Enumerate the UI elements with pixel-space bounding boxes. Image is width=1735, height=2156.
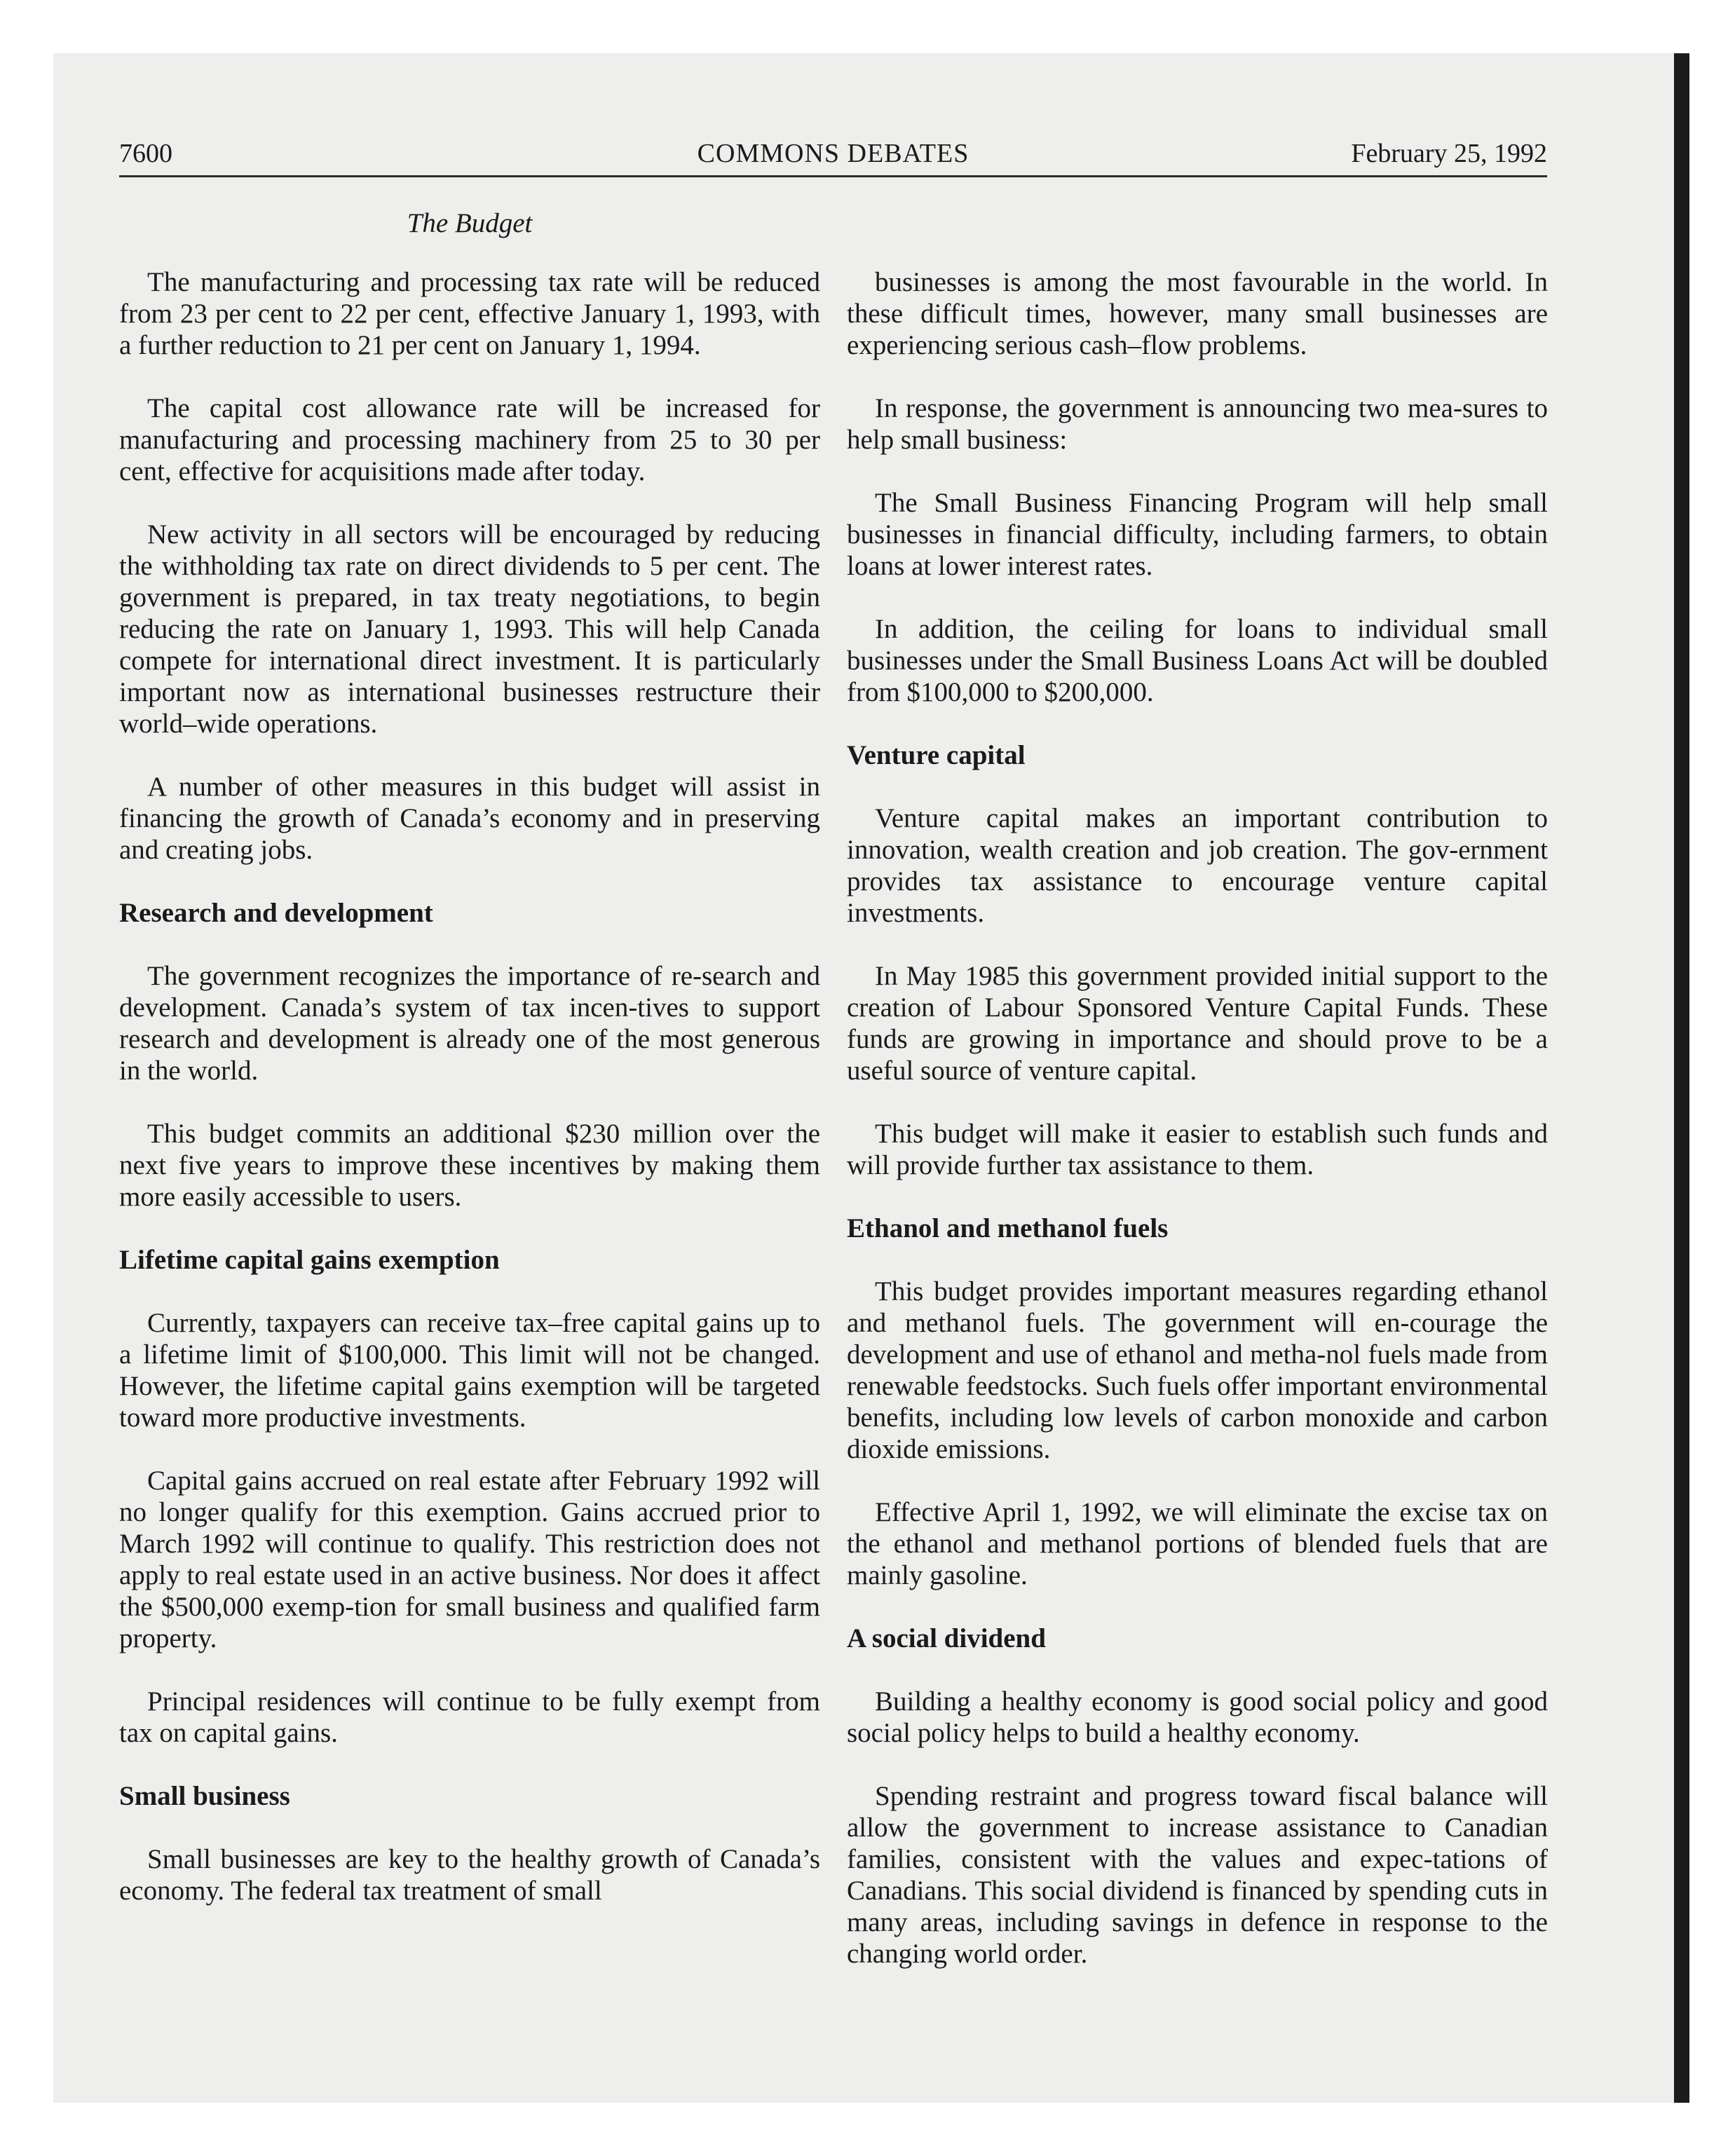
right-column (847, 266, 1548, 2001)
section-heading: A social dividend (847, 1623, 1046, 1653)
paragraph: This budget will make it easier to establish such funds and will provide further tax assistance to them. (847, 1119, 1548, 1180)
header-rule (119, 175, 1547, 177)
paragraph: This budget provides important measures regarding ethanol and methanol fuels. The government will en-courage the development and use of ethanol and metha-nol fuels made from renewable feedstocks. Such fuels offer important environmental benefits, including low levels of carbon monoxide and carbon dioxide emissions. (847, 1276, 1548, 1464)
paragraph: Small businesses are key to the healthy growth of Canada’s economy. The federal tax treatment of small (119, 1844, 820, 1906)
section-heading: Ethanol and methanol fuels (847, 1213, 1169, 1243)
paragraph: The manufacturing and processing tax rate will be reduced from 23 per cent to 22 per cent, effective January 1, 1993, with a further reduction to 21 per cent on January 1, 1994. (119, 267, 820, 360)
paragraph: In response, the government is announcing two mea-sures to help small business: (847, 393, 1548, 455)
paragraph: Venture capital makes an important contribution to innovation, wealth creation and job creation. The gov-ernment provides tax assistance to encourage venture capital investments. (847, 803, 1548, 928)
paragraph: businesses is among the most favourable in the world. In these difficult times, however, many small businesses are experiencing serious cash–flow problems. (847, 267, 1548, 360)
paragraph: Principal residences will continue to be fully exempt from tax on capital gains. (119, 1686, 820, 1748)
page-number: 7600 (119, 139, 172, 168)
paragraph: This budget commits an additional $230 million over the next five years to improve these incentives by making them more easily accessible to users. (119, 1119, 820, 1212)
scan-edge-bar (1674, 53, 1689, 2103)
paragraph: In May 1985 this government provided initial support to the creation of Labour Sponsored Venture Capital Funds. These funds are growing in importance and should prove to be a useful source of venture capital. (847, 961, 1548, 1086)
paragraph: The government recognizes the importance of re-search and development. Canada’s system of tax incen-tives to support research and development is already one of the most generous in the world. (119, 961, 820, 1086)
paragraph: The Small Business Financing Program will help small businesses in financial difficulty, including farmers, to obtain loans at lower interest rates. (847, 488, 1548, 581)
section-heading: Research and development (119, 898, 433, 928)
paragraph: A number of other measures in this budget will assist in financing the growth of Canada’s economy and in preserving and creating jobs. (119, 772, 820, 865)
paragraph: Effective April 1, 1992, we will eliminate the excise tax on the ethanol and methanol portions of blended fuels that are mainly gasoline. (847, 1497, 1548, 1590)
paragraph: Capital gains accrued on real estate after February 1992 will no longer qualify for this exemption. Gains accrued prior to March 1992 will continue to qualify. This restriction does not apply to real estate used in an active business. Nor does it affect the $500,000 exemp-tion for small business and qualified farm property. (119, 1466, 820, 1653)
left-column (119, 266, 820, 1938)
paragraph: Spending restraint and progress toward fiscal balance will allow the government to increase assistance to Canadian families, consistent with the values and expec-tations of Canadians. This social dividend is financed by spending cuts in many areas, including savings in defence in response to the changing world order. (847, 1781, 1548, 1969)
paragraph: Currently, taxpayers can receive tax–free capital gains up to a lifetime limit of $100,000. This limit will not be changed. However, the lifetime capital gains exemption will be targeted toward more productive investments. (119, 1308, 820, 1433)
paragraph: New activity in all sectors will be encouraged by reducing the withholding tax rate on direct dividends to 5 per cent. The government is prepared, in tax treaty negotiations, to begin reducing the rate on January 1, 1993. This will help Canada compete for international direct investment. It is particularly important now as international businesses restructure their world–wide operations. (119, 519, 820, 739)
paragraph: Building a healthy economy is good social policy and good social policy helps to build a healthy economy. (847, 1686, 1548, 1748)
paragraph: The capital cost allowance rate will be increased for manufacturing and processing machinery from 25 to 30 per cent, effective for acquisitions made after today. (119, 393, 820, 486)
section-title: The Budget (407, 208, 533, 238)
section-heading: Lifetime capital gains exemption (119, 1245, 500, 1275)
section-heading: Venture capital (847, 740, 1026, 770)
publication-title: COMMONS DEBATES (697, 139, 969, 168)
section-heading: Small business (119, 1781, 290, 1811)
publication-date: February 25, 1992 (1351, 139, 1547, 168)
page-header (119, 137, 1547, 172)
paragraph: In addition, the ceiling for loans to individual small businesses under the Small Business Loans Act will be doubled from $100,000 to $200,000. (847, 614, 1548, 707)
